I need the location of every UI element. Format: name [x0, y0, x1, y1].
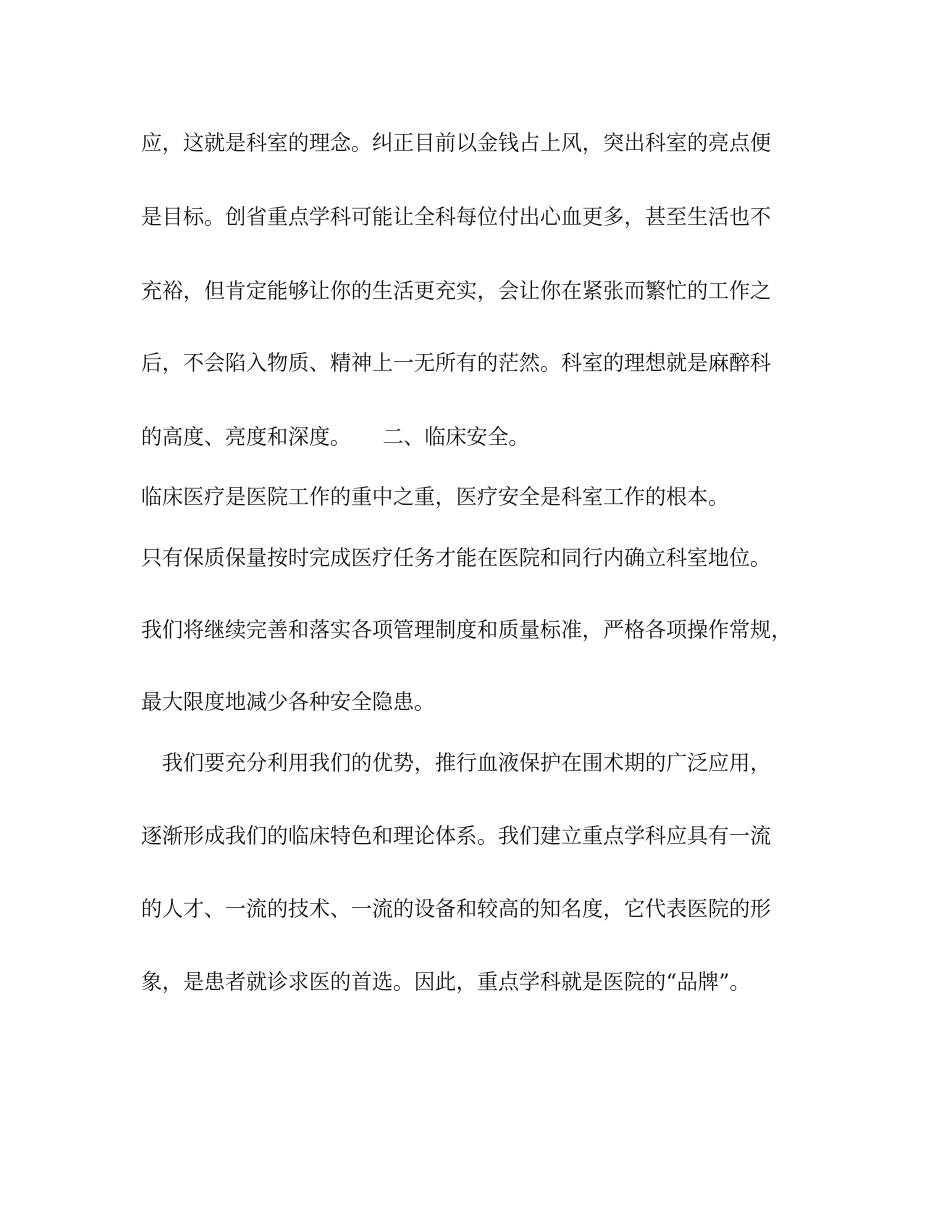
text-line: 充裕，但肯定能够让你的生活更充实，会让你在紧张而繁忙的工作之	[141, 279, 771, 303]
text-line: 的人才、一流的技术、一流的设备和较高的知名度，它代表医院的形	[141, 897, 771, 921]
text-line: 象，是患者就诊求医的首选。因此，重点学科就是医院的“品牌”。	[141, 970, 751, 994]
text-line: 我们要充分利用我们的优势，推行血液保护在围术期的广泛应用，	[141, 751, 771, 775]
text-line: 最大限度地减少各种安全隐患。	[141, 690, 435, 714]
text-line: 临床医疗是医院工作的重中之重，医疗安全是科室工作的根本。	[141, 485, 729, 509]
text-line: 是目标。创省重点学科可能让全科每位付出心血更多，甚至生活也不	[141, 205, 771, 229]
text-line: 后，不会陷入物质、精神上一无所有的茫然。科室的理想就是麻醉科	[141, 351, 771, 375]
text-line: 我们将继续完善和落实各项管理制度和质量标准，严格各项操作常规，	[141, 618, 792, 642]
text-line: 只有保质保量按时完成医疗任务才能在医院和同行内确立科室地位。	[141, 546, 771, 570]
text-line: 应，这就是科室的理念。纠正目前以金钱占上风，突出科室的亮点便	[141, 131, 771, 155]
text-line: 的高度、亮度和深度。 二、临床安全。	[141, 425, 530, 449]
text-line: 逐渐形成我们的临床特色和理论体系。我们建立重点学科应具有一流	[141, 824, 771, 848]
